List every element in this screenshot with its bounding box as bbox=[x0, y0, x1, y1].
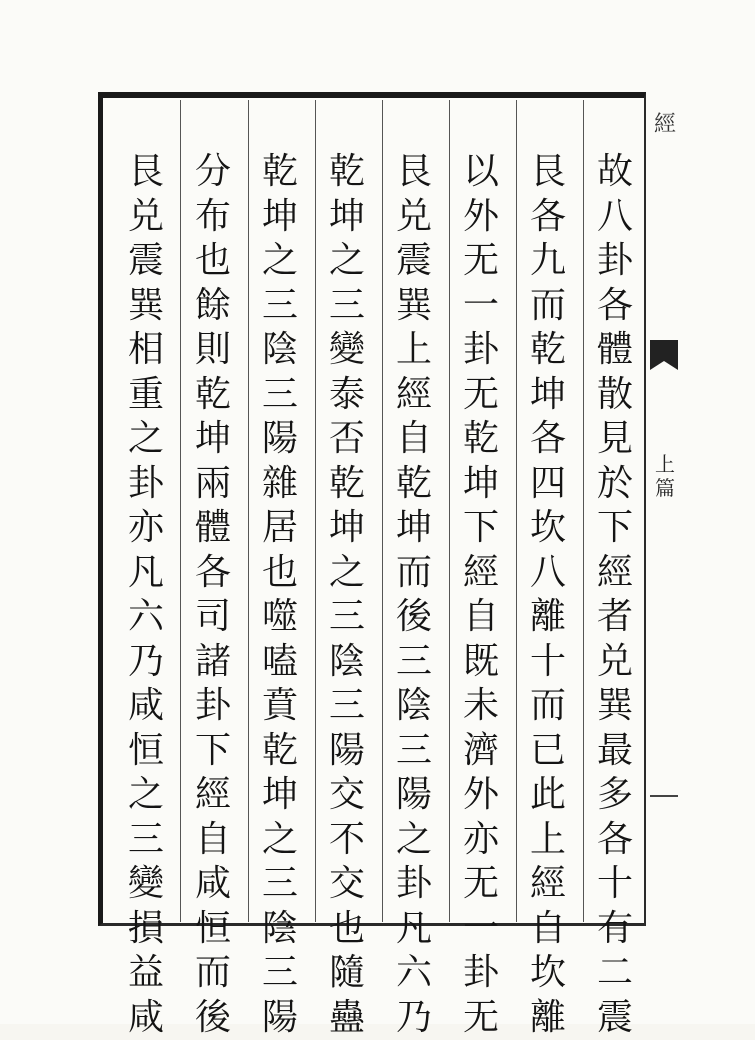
glyph: 卦 bbox=[456, 951, 506, 996]
glyph: 乾 bbox=[255, 150, 305, 195]
glyph: 卦 bbox=[188, 684, 238, 729]
glyph: 亦 bbox=[121, 506, 171, 551]
glyph: 布 bbox=[188, 195, 238, 240]
glyph: 則 bbox=[188, 328, 238, 373]
glyph: 艮 bbox=[523, 150, 573, 195]
glyph: 亦 bbox=[456, 818, 506, 863]
glyph: 震 bbox=[389, 239, 439, 284]
glyph: 卦 bbox=[389, 862, 439, 907]
glyph: 下 bbox=[188, 729, 238, 774]
glyph: 四 bbox=[523, 462, 573, 507]
margin-glyph: 篇 bbox=[655, 476, 675, 500]
glyph: 散 bbox=[590, 373, 640, 418]
glyph: 蠱 bbox=[322, 996, 372, 1040]
glyph: 司 bbox=[188, 595, 238, 640]
text-column-5 bbox=[322, 150, 372, 1040]
glyph: 一 bbox=[456, 284, 506, 329]
column-rule bbox=[449, 100, 450, 922]
glyph: 者 bbox=[590, 595, 640, 640]
glyph: 自 bbox=[389, 417, 439, 462]
glyph: 十 bbox=[523, 640, 573, 685]
glyph: 震 bbox=[121, 239, 171, 284]
glyph: 凡 bbox=[389, 907, 439, 952]
glyph: 恒 bbox=[121, 729, 171, 774]
banxin-margin bbox=[648, 95, 684, 925]
column-rule bbox=[382, 100, 383, 922]
glyph: 噬 bbox=[255, 595, 305, 640]
glyph: 六 bbox=[389, 951, 439, 996]
glyph: 三 bbox=[255, 373, 305, 418]
glyph: 體 bbox=[188, 506, 238, 551]
glyph: 外 bbox=[456, 195, 506, 240]
glyph: 體 bbox=[590, 328, 640, 373]
glyph: 經 bbox=[523, 862, 573, 907]
glyph: 卦 bbox=[590, 239, 640, 284]
glyph: 坤 bbox=[255, 773, 305, 818]
glyph: 否 bbox=[322, 417, 372, 462]
column-rule bbox=[248, 100, 249, 922]
glyph: 益 bbox=[121, 951, 171, 996]
column-rule bbox=[516, 100, 517, 922]
glyph: 諸 bbox=[188, 640, 238, 685]
glyph: 後 bbox=[389, 595, 439, 640]
glyph: 多 bbox=[590, 773, 640, 818]
glyph: 陽 bbox=[389, 773, 439, 818]
glyph: 巽 bbox=[121, 284, 171, 329]
glyph: 之 bbox=[389, 818, 439, 863]
glyph: 十 bbox=[590, 862, 640, 907]
glyph: 交 bbox=[322, 773, 372, 818]
glyph: 坤 bbox=[523, 373, 573, 418]
margin-title-text: 經 bbox=[654, 110, 676, 140]
glyph: 陽 bbox=[255, 996, 305, 1040]
glyph: 兩 bbox=[188, 462, 238, 507]
glyph: 之 bbox=[322, 551, 372, 596]
margin-section bbox=[650, 452, 680, 500]
glyph: 三 bbox=[322, 284, 372, 329]
glyph: 上 bbox=[389, 328, 439, 373]
glyph: 而 bbox=[389, 551, 439, 596]
glyph: 雜 bbox=[255, 462, 305, 507]
column-rule bbox=[180, 100, 181, 922]
column-rule bbox=[583, 100, 584, 922]
glyph: 已 bbox=[523, 729, 573, 774]
glyph: 三 bbox=[255, 951, 305, 996]
glyph: 乾 bbox=[456, 417, 506, 462]
glyph: 也 bbox=[188, 239, 238, 284]
glyph: 乾 bbox=[322, 150, 372, 195]
glyph: 陽 bbox=[322, 729, 372, 774]
glyph: 坎 bbox=[523, 506, 573, 551]
glyph: 損 bbox=[121, 907, 171, 952]
glyph: 最 bbox=[590, 729, 640, 774]
glyph: 下 bbox=[456, 506, 506, 551]
margin-glyph: 上 bbox=[655, 452, 675, 476]
text-column-6 bbox=[255, 150, 305, 1040]
glyph: 恒 bbox=[188, 907, 238, 952]
glyph: 乾 bbox=[523, 328, 573, 373]
glyph: 未 bbox=[456, 684, 506, 729]
glyph: 乃 bbox=[389, 996, 439, 1040]
glyph: 之 bbox=[255, 818, 305, 863]
glyph: 分 bbox=[188, 150, 238, 195]
glyph: 一 bbox=[456, 907, 506, 952]
glyph: 乾 bbox=[188, 373, 238, 418]
glyph: 泰 bbox=[322, 373, 372, 418]
glyph: 无 bbox=[456, 862, 506, 907]
glyph: 各 bbox=[590, 818, 640, 863]
glyph: 三 bbox=[255, 284, 305, 329]
text-column-1 bbox=[590, 150, 640, 1040]
glyph: 後 bbox=[188, 996, 238, 1040]
glyph: 陰 bbox=[255, 907, 305, 952]
glyph: 變 bbox=[121, 862, 171, 907]
glyph: 坤 bbox=[322, 506, 372, 551]
glyph: 坎 bbox=[523, 951, 573, 996]
glyph: 隨 bbox=[322, 951, 372, 996]
glyph: 六 bbox=[121, 595, 171, 640]
margin-title bbox=[650, 110, 680, 140]
glyph: 无 bbox=[456, 239, 506, 284]
glyph: 而 bbox=[523, 284, 573, 329]
glyph: 坤 bbox=[389, 506, 439, 551]
glyph: 此 bbox=[523, 773, 573, 818]
glyph: 凡 bbox=[121, 551, 171, 596]
glyph: 无 bbox=[456, 996, 506, 1040]
glyph: 三 bbox=[389, 729, 439, 774]
glyph: 之 bbox=[255, 239, 305, 284]
glyph: 餘 bbox=[188, 284, 238, 329]
glyph: 咸 bbox=[121, 996, 171, 1040]
text-column-4 bbox=[389, 150, 439, 1040]
glyph: 坤 bbox=[456, 462, 506, 507]
glyph: 也 bbox=[322, 907, 372, 952]
glyph: 乃 bbox=[121, 640, 171, 685]
glyph: 各 bbox=[188, 551, 238, 596]
glyph: 居 bbox=[255, 506, 305, 551]
glyph: 兑 bbox=[121, 195, 171, 240]
column-rule bbox=[315, 100, 316, 922]
glyph: 八 bbox=[590, 195, 640, 240]
glyph: 濟 bbox=[456, 729, 506, 774]
glyph: 乾 bbox=[255, 729, 305, 774]
glyph: 兑 bbox=[389, 195, 439, 240]
text-column-7 bbox=[188, 150, 238, 1040]
glyph: 卦 bbox=[456, 328, 506, 373]
glyph: 震 bbox=[590, 996, 640, 1040]
glyph: 賁 bbox=[255, 684, 305, 729]
glyph: 也 bbox=[255, 551, 305, 596]
glyph: 咸 bbox=[188, 862, 238, 907]
glyph: 下 bbox=[590, 506, 640, 551]
glyph: 三 bbox=[389, 640, 439, 685]
glyph: 坤 bbox=[188, 417, 238, 462]
glyph: 故 bbox=[590, 150, 640, 195]
glyph: 而 bbox=[523, 684, 573, 729]
glyph: 離 bbox=[523, 996, 573, 1040]
glyph: 巽 bbox=[590, 684, 640, 729]
glyph: 乾 bbox=[389, 462, 439, 507]
glyph: 各 bbox=[590, 284, 640, 329]
glyph: 兑 bbox=[590, 640, 640, 685]
glyph: 三 bbox=[322, 595, 372, 640]
glyph: 各 bbox=[523, 417, 573, 462]
glyph: 坤 bbox=[322, 195, 372, 240]
glyph: 九 bbox=[523, 239, 573, 284]
text-column-8 bbox=[121, 150, 171, 1040]
glyph: 无 bbox=[456, 373, 506, 418]
glyph: 巽 bbox=[389, 284, 439, 329]
glyph: 之 bbox=[121, 773, 171, 818]
glyph: 離 bbox=[523, 595, 573, 640]
glyph: 外 bbox=[456, 773, 506, 818]
glyph: 陰 bbox=[322, 640, 372, 685]
glyph: 經 bbox=[188, 773, 238, 818]
glyph: 有 bbox=[590, 907, 640, 952]
glyph: 陰 bbox=[255, 328, 305, 373]
glyph: 乾 bbox=[322, 462, 372, 507]
glyph: 而 bbox=[188, 951, 238, 996]
glyph: 之 bbox=[322, 239, 372, 284]
glyph: 陰 bbox=[389, 684, 439, 729]
glyph: 經 bbox=[389, 373, 439, 418]
glyph: 以 bbox=[456, 150, 506, 195]
glyph: 卦 bbox=[121, 462, 171, 507]
glyph: 相 bbox=[121, 328, 171, 373]
glyph: 三 bbox=[121, 818, 171, 863]
glyph: 咸 bbox=[121, 684, 171, 729]
glyph: 自 bbox=[188, 818, 238, 863]
glyph: 經 bbox=[456, 551, 506, 596]
glyph: 坤 bbox=[255, 195, 305, 240]
glyph: 既 bbox=[456, 640, 506, 685]
glyph: 陽 bbox=[255, 417, 305, 462]
glyph: 自 bbox=[523, 907, 573, 952]
glyph: 嗑 bbox=[255, 640, 305, 685]
glyph: 三 bbox=[255, 862, 305, 907]
glyph: 不 bbox=[322, 818, 372, 863]
glyph: 之 bbox=[121, 417, 171, 462]
text-column-3 bbox=[456, 150, 506, 1040]
glyph: 經 bbox=[590, 551, 640, 596]
glyph: 自 bbox=[456, 595, 506, 640]
glyph: 各 bbox=[523, 195, 573, 240]
glyph: 見 bbox=[590, 417, 640, 462]
glyph: 上 bbox=[523, 818, 573, 863]
glyph: 艮 bbox=[389, 150, 439, 195]
glyph: 八 bbox=[523, 551, 573, 596]
text-column-2 bbox=[523, 150, 573, 1040]
margin-tick bbox=[650, 795, 678, 797]
glyph: 二 bbox=[590, 951, 640, 996]
glyph: 重 bbox=[121, 373, 171, 418]
glyph: 交 bbox=[322, 862, 372, 907]
glyph: 三 bbox=[322, 684, 372, 729]
glyph: 於 bbox=[590, 462, 640, 507]
glyph: 艮 bbox=[121, 150, 171, 195]
glyph: 變 bbox=[322, 328, 372, 373]
